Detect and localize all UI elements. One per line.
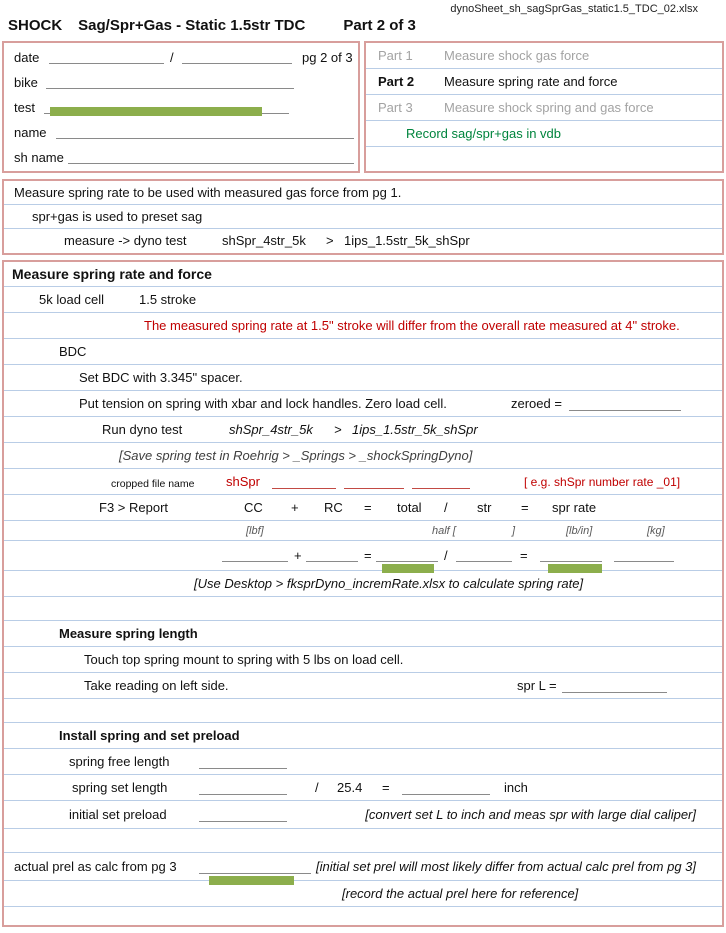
tension-row [4, 391, 722, 417]
bdc-label: BDC [59, 344, 87, 359]
tension-text: Put tension on spring with xbar and lock handles. Zero load cell. [79, 396, 447, 411]
intro-box [2, 179, 724, 255]
record-note: Record sag/spr+gas in vdb [406, 126, 562, 141]
load-cell-label: 5k load cell [39, 292, 105, 307]
name-row [4, 120, 358, 145]
title-shock: SHOCK [8, 17, 63, 34]
sh-name-field[interactable] [68, 147, 354, 164]
info-box [2, 41, 360, 173]
parts-box [364, 41, 724, 173]
page-title [0, 15, 726, 34]
initial-preload-field[interactable] [199, 805, 287, 822]
bdc-row [4, 339, 722, 365]
free-length-field[interactable] [199, 752, 287, 769]
cropped-label: cropped file name [111, 478, 195, 490]
header-boxes [2, 41, 724, 173]
empty-row-2 [4, 699, 722, 723]
bike-row [4, 70, 358, 95]
run-dyno-row [4, 417, 722, 443]
initial-preload-row [4, 801, 722, 829]
lbf-unit: [lbf] [246, 525, 264, 537]
test-row [4, 95, 358, 120]
equals-sign-1: = [364, 500, 372, 515]
part-1-desc: Measure shock gas force [444, 48, 590, 63]
mm-per-inch: 25.4 [337, 780, 363, 795]
set-length-inch-field[interactable] [402, 778, 490, 795]
preload-equals: = [382, 780, 390, 795]
test-highlight [50, 107, 262, 116]
name-label: name [14, 125, 47, 140]
kg-unit: [kg] [647, 525, 665, 537]
section-header-row [4, 262, 722, 287]
record-note-row [366, 121, 722, 147]
name-field[interactable] [56, 122, 354, 139]
save-note-row [4, 443, 722, 469]
calc-note: [Use Desktop > fksprDyno_incremRate.xlsx to calculate spring rate] [194, 576, 584, 591]
run-dyno-label: Run dyno test [102, 422, 183, 437]
report-formula-row [4, 495, 722, 521]
set-length-field[interactable] [199, 778, 287, 795]
equals-sign-2: = [521, 500, 529, 515]
cc-field[interactable] [222, 545, 288, 562]
take-reading-row [4, 673, 722, 699]
warning-text: The measured spring rate at 1.5" stroke will differ from the overall rate measured at 4" stroke. [144, 318, 680, 333]
rc-label: RC [324, 500, 343, 515]
sh-name-label: sh name [14, 150, 64, 165]
intro-text-1: Measure spring rate to be used with measured gas force from pg 1. [14, 185, 402, 200]
slash-sign: / [444, 500, 448, 515]
spring-length-title-row [4, 621, 722, 647]
part-2-row [366, 69, 722, 95]
preload-title-row [4, 723, 722, 749]
empty-row-3 [4, 829, 722, 853]
spr-l-field[interactable] [562, 676, 667, 693]
actual-preload-label: actual prel as calc from pg 3 [14, 859, 177, 874]
parts-empty-row [366, 147, 722, 171]
empty-row-4 [4, 907, 722, 925]
touch-row [4, 647, 722, 673]
total-field[interactable] [376, 545, 438, 562]
workbook-filename: dynoSheet_sh_sagSprGas_static1.5_TDC_02.xlsx [450, 3, 698, 15]
rc-field[interactable] [306, 545, 358, 562]
cropped-file-row [4, 469, 722, 495]
cc-label: CC [244, 500, 263, 515]
kg-field[interactable] [614, 545, 674, 562]
actual-note-2: [record the actual prel here for reference] [342, 886, 579, 901]
date-field[interactable] [49, 47, 164, 64]
divide-sign: / [315, 780, 319, 795]
str-label: str [477, 500, 492, 515]
spr-rate-label: spr rate [552, 500, 597, 515]
main-worksheet [2, 260, 724, 927]
stroke-label: 1.5 stroke [139, 292, 197, 307]
units-row [4, 521, 722, 541]
part-1-row [366, 43, 722, 69]
dyno-result-name: 1ips_1.5str_5k_shSpr [344, 233, 470, 248]
intro-line-3 [4, 229, 722, 253]
part-2-label: Part 2 [378, 74, 415, 89]
section-title: Measure spring rate and force [12, 266, 212, 282]
set-length-row [4, 775, 722, 801]
actual-preload-row [4, 853, 722, 881]
run-dyno-test: shSpr_4str_5k [229, 422, 313, 437]
f3-report-label: F3 > Report [99, 500, 169, 515]
set-bdc-row [4, 365, 722, 391]
free-length-label: spring free length [69, 754, 170, 769]
calc-blanks-row [4, 541, 722, 571]
page-number: pg 2 of 3 [302, 50, 353, 65]
empty-row-1 [4, 597, 722, 621]
part-1-label: Part 1 [378, 48, 413, 63]
blank-plus: + [294, 548, 302, 563]
sh-name-row [4, 145, 358, 170]
zeroed-field[interactable] [569, 394, 681, 411]
test-label: test [14, 100, 35, 115]
intro-line-2 [4, 205, 722, 229]
convert-note: [convert set L to inch and meas spr with large dial caliper] [365, 807, 696, 822]
spr-l-label: spr L = [517, 678, 557, 693]
cropped-field-1[interactable] [272, 472, 336, 489]
arrow: > [326, 233, 334, 248]
total-label: total [397, 500, 422, 515]
touch-text: Touch top spring mount to spring with 5 lbs on load cell. [84, 652, 404, 667]
str-field[interactable] [456, 545, 512, 562]
actual-note-1: [initial set prel will most likely differ from actual calc prel from pg 3] [315, 859, 696, 874]
part-2-desc: Measure spring rate and force [444, 74, 618, 89]
date-field-2[interactable] [182, 47, 292, 64]
set-length-label: spring set length [72, 780, 168, 795]
date-row [4, 45, 358, 70]
inch-label: inch [504, 780, 528, 795]
load-cell-row [4, 287, 722, 313]
part-3-desc: Measure shock spring and gas force [444, 100, 654, 115]
blank-eq2: = [520, 548, 528, 563]
actual-preload-field[interactable] [199, 857, 311, 874]
run-dyno-arrow: > [334, 422, 342, 437]
lbin-unit: [lb/in] [566, 525, 593, 537]
zeroed-label: zeroed = [511, 396, 562, 411]
cropped-example: [ e.g. shSpr number rate _01] [524, 475, 681, 489]
date-separator: / [170, 50, 174, 65]
dyno-test-name: shSpr_4str_5k [222, 233, 306, 248]
blank-eq1: = [364, 548, 372, 563]
preload-title: Install spring and set preload [59, 728, 240, 743]
part-3-row [366, 95, 722, 121]
record-ref-row [4, 881, 722, 907]
blank-slash: / [444, 548, 448, 563]
initial-preload-label: initial set preload [69, 807, 167, 822]
intro-text-2: spr+gas is used to preset sag [32, 209, 203, 224]
spring-length-title: Measure spring length [59, 626, 198, 641]
run-dyno-result: 1ips_1.5str_5k_shSpr [352, 422, 478, 437]
calc-note-row [4, 571, 722, 597]
plus-sign: + [291, 500, 299, 515]
date-label: date [14, 50, 40, 65]
cropped-prefix: shSpr [226, 474, 260, 489]
warning-row [4, 313, 722, 339]
bike-field[interactable] [46, 72, 294, 89]
bike-label: bike [14, 75, 38, 90]
spr-rate-field[interactable] [540, 545, 602, 562]
take-reading-text: Take reading on left side. [84, 678, 229, 693]
set-bdc-text: Set BDC with 3.345" spacer. [79, 370, 243, 385]
intro-line-1 [4, 181, 722, 205]
save-note: [Save spring test in Roehrig > _Springs > _shockSpringDyno] [119, 448, 473, 463]
cropped-field-2[interactable] [344, 472, 404, 489]
measure-dyno-label: measure -> dyno test [64, 233, 187, 248]
title-main: Sag/Spr+Gas - Static 1.5str TDC [78, 17, 306, 34]
half-close: ] [512, 525, 516, 537]
half-open: half [ [432, 525, 456, 537]
title-part: Part 2 of 3 [343, 17, 416, 34]
free-length-row [4, 749, 722, 775]
part-3-label: Part 3 [378, 100, 413, 115]
cropped-field-3[interactable] [412, 472, 470, 489]
